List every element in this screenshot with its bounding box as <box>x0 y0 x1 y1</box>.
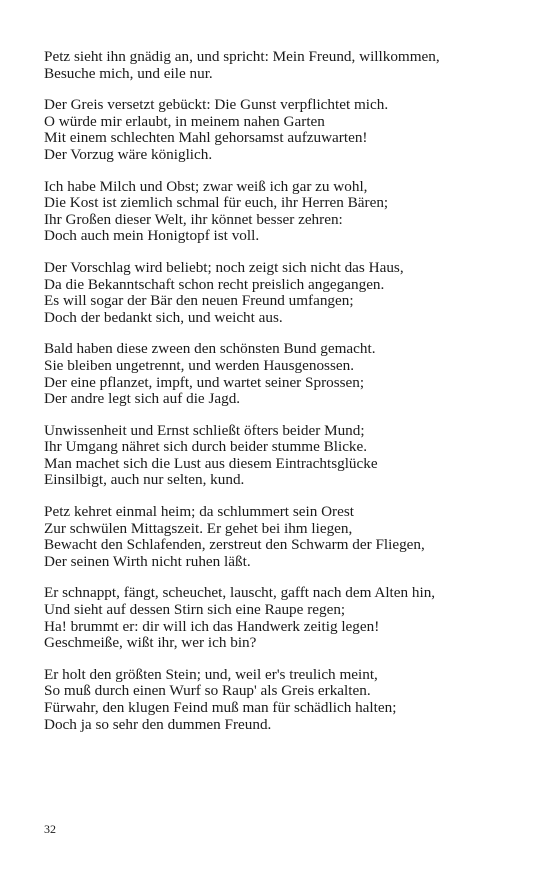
stanza-7 <box>44 504 514 570</box>
poem-line: Der Vorschlag wird beliebt; noch zeigt sich nicht das Haus, <box>44 258 404 276</box>
poem-line: Er holt den größten Stein; und, weil er's treulich meint, <box>44 665 378 683</box>
poem-line: Ihr Umgang nähret sich durch beider stumme Blicke. <box>44 438 368 456</box>
poem-line: Einsilbigt, auch nur selten, kund. <box>44 471 245 489</box>
poem-line: Doch auch mein Honigtopf ist voll. <box>44 227 260 245</box>
poem-line: Zur schwülen Mittagszeit. Er gehet bei ihm liegen, <box>44 519 353 537</box>
poem-line: Geschmeiße, wißt ihr, wer ich bin? <box>44 634 257 652</box>
stanza-8 <box>44 585 514 651</box>
stanza-5 <box>44 341 514 407</box>
poem-line: Doch der bedankt sich, und weicht aus. <box>44 308 283 326</box>
page-number: 32 <box>44 822 56 836</box>
poem-line: Der andre legt sich auf die Jagd. <box>44 390 241 408</box>
poem-line: Der Greis versetzt gebückt: Die Gunst verpflichtet mich. <box>44 96 389 114</box>
poem-line: Sie bleiben ungetrennt, und werden Hausgenossen. <box>44 356 355 374</box>
poem-line: Es will sogar der Bär den neuen Freund umfangen; <box>44 292 354 310</box>
poem-line: Petz kehret einmal heim; da schlummert sein Orest <box>44 503 354 521</box>
poem-line: Und sieht auf dessen Stirn sich eine Raupe regen; <box>44 601 346 619</box>
poem-line: Unwissenheit und Ernst schließt öfters beider Mund; <box>44 421 365 439</box>
poem-line: Der Vorzug wäre königlich. <box>44 145 213 163</box>
stanza-2 <box>44 97 514 163</box>
poem-line: Ha! brummt er: dir will ich das Handwerk zeitig legen! <box>44 617 380 635</box>
poem-line: Der eine pflanzet, impft, und wartet seiner Sprossen; <box>44 373 365 391</box>
poem-line: Er schnappt, fängt, scheuchet, lauscht, gafft nach dem Alten hin, <box>44 584 436 602</box>
poem-line: Ich habe Milch und Obst; zwar weiß ich gar zu wohl, <box>44 177 368 195</box>
poem-line: So muß durch einen Wurf so Raup' als Greis erkalten. <box>44 682 371 700</box>
poem-line: Bald haben diese zween den schönsten Bund gemacht. <box>44 340 376 358</box>
stanza-6 <box>44 423 514 489</box>
poem-line: O würde mir erlaubt, in meinem nahen Garten <box>44 112 325 130</box>
poem-line: Mit einem schlechten Mahl gehorsamst aufzuwarten! <box>44 129 368 147</box>
poem-line: Bewacht den Schlafenden, zerstreut den Schwarm der Fliegen, <box>44 536 425 554</box>
poem-line: Doch ja so sehr den dummen Freund. <box>44 715 272 733</box>
poem-line: Man machet sich die Lust aus diesem Eintrachtsglücke <box>44 454 378 472</box>
poem-line: Der seinen Wirth nicht ruhen läßt. <box>44 552 251 570</box>
stanza-9 <box>44 667 514 733</box>
poem-text <box>44 49 514 748</box>
stanza-1 <box>44 49 514 82</box>
poem-line: Die Kost ist ziemlich schmal für euch, ihr Herren Bären; <box>44 194 389 212</box>
poem-line: Da die Bekanntschaft schon recht preislich angegangen. <box>44 275 385 293</box>
stanza-3 <box>44 179 514 245</box>
stanza-4 <box>44 260 514 326</box>
poem-line: Besuche mich, und eile nur. <box>44 64 213 82</box>
poem-line: Ihr Großen dieser Welt, ihr könnet besser zehren: <box>44 210 343 228</box>
poem-line: Fürwahr, den klugen Feind muß man für schädlich halten; <box>44 699 397 716</box>
poem-line: Petz sieht ihn gnädig an, und spricht: Mein Freund, willkommen, <box>44 48 440 65</box>
